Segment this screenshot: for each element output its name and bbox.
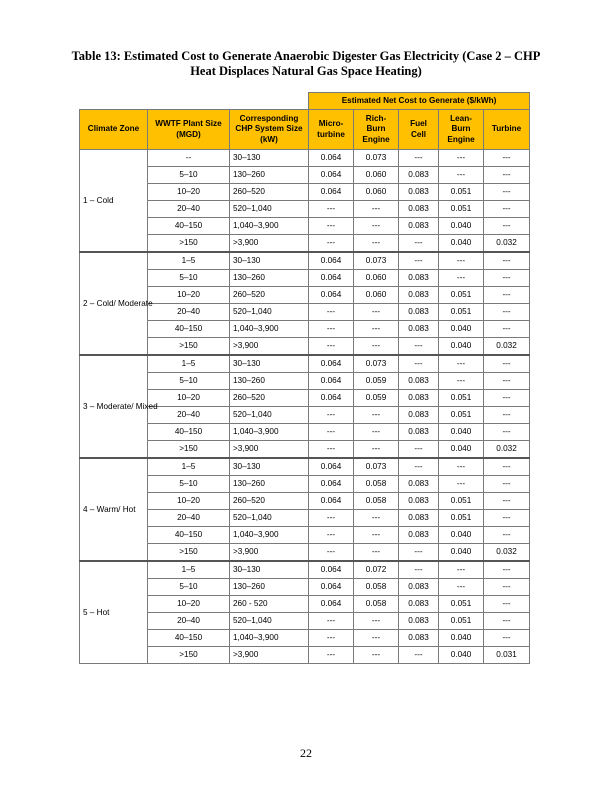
rich-burn-cell: --- xyxy=(354,235,399,253)
plant-size-cell: 40–150 xyxy=(148,424,230,441)
chp-size-cell: 30–130 xyxy=(230,355,309,373)
turbine-cell: 0.032 xyxy=(484,235,530,253)
microturbine-cell: 0.064 xyxy=(309,287,354,304)
turbine-cell: --- xyxy=(484,424,530,441)
rich-burn-cell: 0.059 xyxy=(354,373,399,390)
microturbine-cell: 0.064 xyxy=(309,579,354,596)
zone-group xyxy=(80,150,530,253)
chp-size-cell: 130–260 xyxy=(230,476,309,493)
lean-burn-cell: 0.051 xyxy=(439,184,484,201)
fuel-cell-cell: 0.083 xyxy=(399,270,439,287)
fuel-cell-cell: --- xyxy=(399,355,439,373)
lean-burn-cell: 0.040 xyxy=(439,630,484,647)
microturbine-cell: 0.064 xyxy=(309,493,354,510)
table-caption xyxy=(60,49,552,79)
chp-size-cell: >3,900 xyxy=(230,441,309,459)
zone-group xyxy=(80,355,530,458)
microturbine-cell: --- xyxy=(309,218,354,235)
rich-burn-cell: --- xyxy=(354,647,399,664)
plant-size-cell: 20–40 xyxy=(148,407,230,424)
climate-zone-cell: 3 – Moderate/ Mixed xyxy=(80,355,148,458)
turbine-cell: 0.032 xyxy=(484,441,530,459)
rich-burn-cell: --- xyxy=(354,544,399,562)
rich-burn-cell: --- xyxy=(354,613,399,630)
rich-burn-cell: 0.058 xyxy=(354,596,399,613)
chp-size-cell: >3,900 xyxy=(230,544,309,562)
header-climate-zone: Climate Zone xyxy=(80,110,148,150)
turbine-cell: --- xyxy=(484,201,530,218)
plant-size-cell: 5–10 xyxy=(148,476,230,493)
rich-burn-cell: 0.073 xyxy=(354,150,399,167)
lean-burn-cell: 0.051 xyxy=(439,407,484,424)
rich-burn-cell: --- xyxy=(354,424,399,441)
lean-burn-cell: 0.040 xyxy=(439,544,484,562)
microturbine-cell: 0.064 xyxy=(309,390,354,407)
fuel-cell-cell: 0.083 xyxy=(399,184,439,201)
turbine-cell: --- xyxy=(484,596,530,613)
table-row xyxy=(80,493,530,510)
table-row xyxy=(80,458,530,476)
table-row xyxy=(80,252,530,270)
fuel-cell-cell: --- xyxy=(399,235,439,253)
table-row xyxy=(80,441,530,459)
turbine-cell: --- xyxy=(484,527,530,544)
lean-burn-cell: --- xyxy=(439,167,484,184)
chp-size-cell: 1,040–3,900 xyxy=(230,630,309,647)
table-row xyxy=(80,167,530,184)
chp-size-cell: 1,040–3,900 xyxy=(230,321,309,338)
chp-size-cell: 520–1,040 xyxy=(230,304,309,321)
rich-burn-cell: --- xyxy=(354,630,399,647)
microturbine-cell: 0.064 xyxy=(309,355,354,373)
table-row xyxy=(80,270,530,287)
rich-burn-cell: 0.060 xyxy=(354,270,399,287)
chp-size-cell: 260 - 520 xyxy=(230,596,309,613)
microturbine-cell: 0.064 xyxy=(309,252,354,270)
zone-group xyxy=(80,561,530,664)
fuel-cell-cell: 0.083 xyxy=(399,476,439,493)
table-row xyxy=(80,235,530,253)
lean-burn-cell: 0.040 xyxy=(439,218,484,235)
microturbine-cell: --- xyxy=(309,527,354,544)
plant-size-cell: 40–150 xyxy=(148,321,230,338)
microturbine-cell: 0.064 xyxy=(309,184,354,201)
plant-size-cell: 10–20 xyxy=(148,390,230,407)
table-caption-line-1: Table 13: Estimated Cost to Generate Anaerobic Digester Gas Electricity (Case 2 – CHP xyxy=(71,49,541,63)
lean-burn-cell: 0.040 xyxy=(439,338,484,356)
chp-size-cell: 1,040–3,900 xyxy=(230,424,309,441)
fuel-cell-cell: 0.083 xyxy=(399,613,439,630)
rich-burn-cell: 0.060 xyxy=(354,184,399,201)
plant-size-cell: 1–5 xyxy=(148,252,230,270)
table-row xyxy=(80,201,530,218)
turbine-cell: --- xyxy=(484,510,530,527)
table-row xyxy=(80,630,530,647)
chp-size-cell: 260–520 xyxy=(230,493,309,510)
chp-size-cell: 1,040–3,900 xyxy=(230,218,309,235)
turbine-cell: --- xyxy=(484,184,530,201)
lean-burn-cell: 0.051 xyxy=(439,201,484,218)
chp-size-cell: 520–1,040 xyxy=(230,201,309,218)
plant-size-cell: 20–40 xyxy=(148,510,230,527)
plant-size-cell: 1–5 xyxy=(148,561,230,579)
fuel-cell-cell: 0.083 xyxy=(399,510,439,527)
chp-size-cell: 520–1,040 xyxy=(230,613,309,630)
page-number: 22 xyxy=(300,746,312,760)
lean-burn-cell: 0.051 xyxy=(439,510,484,527)
fuel-cell-cell: --- xyxy=(399,338,439,356)
fuel-cell-cell: --- xyxy=(399,252,439,270)
turbine-cell: --- xyxy=(484,458,530,476)
zone-group xyxy=(80,458,530,561)
lean-burn-cell: 0.051 xyxy=(439,493,484,510)
microturbine-cell: 0.064 xyxy=(309,167,354,184)
header-plant-size: WWTF Plant Size (MGD) xyxy=(148,110,230,150)
plant-size-cell: 40–150 xyxy=(148,527,230,544)
turbine-cell: --- xyxy=(484,287,530,304)
fuel-cell-cell: --- xyxy=(399,544,439,562)
table-row xyxy=(80,527,530,544)
lean-burn-cell: 0.040 xyxy=(439,647,484,664)
plant-size-cell: 20–40 xyxy=(148,304,230,321)
plant-size-cell: 40–150 xyxy=(148,218,230,235)
microturbine-cell: --- xyxy=(309,304,354,321)
turbine-cell: 0.032 xyxy=(484,338,530,356)
table-row xyxy=(80,510,530,527)
lean-burn-cell: --- xyxy=(439,270,484,287)
fuel-cell-cell: 0.083 xyxy=(399,630,439,647)
fuel-cell-cell: 0.083 xyxy=(399,287,439,304)
fuel-cell-cell: 0.083 xyxy=(399,407,439,424)
turbine-cell: --- xyxy=(484,493,530,510)
microturbine-cell: 0.064 xyxy=(309,150,354,167)
lean-burn-cell: --- xyxy=(439,561,484,579)
microturbine-cell: --- xyxy=(309,613,354,630)
plant-size-cell: 10–20 xyxy=(148,184,230,201)
plant-size-cell: -- xyxy=(148,150,230,167)
plant-size-cell: 10–20 xyxy=(148,287,230,304)
fuel-cell-cell: --- xyxy=(399,150,439,167)
turbine-cell: --- xyxy=(484,630,530,647)
microturbine-cell: --- xyxy=(309,510,354,527)
lean-burn-cell: --- xyxy=(439,579,484,596)
cost-table xyxy=(79,92,530,664)
chp-size-cell: 260–520 xyxy=(230,390,309,407)
rich-burn-cell: --- xyxy=(354,527,399,544)
rich-burn-cell: --- xyxy=(354,201,399,218)
microturbine-cell: 0.064 xyxy=(309,476,354,493)
chp-size-cell: >3,900 xyxy=(230,338,309,356)
climate-zone-cell: 4 – Warm/ Hot xyxy=(80,458,148,561)
header-chp-size: Corresponding CHP System Size (kW) xyxy=(230,110,309,150)
climate-zone-cell: 5 – Hot xyxy=(80,561,148,664)
microturbine-cell: 0.064 xyxy=(309,561,354,579)
climate-zone-cell: 1 – Cold xyxy=(80,150,148,253)
chp-size-cell: 130–260 xyxy=(230,270,309,287)
lean-burn-cell: 0.051 xyxy=(439,287,484,304)
fuel-cell-cell: --- xyxy=(399,441,439,459)
turbine-cell: --- xyxy=(484,390,530,407)
plant-size-cell: 5–10 xyxy=(148,579,230,596)
chp-size-cell: 520–1,040 xyxy=(230,510,309,527)
table-row xyxy=(80,218,530,235)
turbine-cell: --- xyxy=(484,218,530,235)
table-row xyxy=(80,373,530,390)
plant-size-cell: 10–20 xyxy=(148,493,230,510)
header-blank-cell xyxy=(80,93,309,110)
rich-burn-cell: 0.058 xyxy=(354,493,399,510)
microturbine-cell: --- xyxy=(309,407,354,424)
turbine-cell: --- xyxy=(484,373,530,390)
microturbine-cell: 0.064 xyxy=(309,458,354,476)
table-row xyxy=(80,596,530,613)
rich-burn-cell: 0.060 xyxy=(354,287,399,304)
lean-burn-cell: 0.051 xyxy=(439,613,484,630)
fuel-cell-cell: --- xyxy=(399,458,439,476)
microturbine-cell: --- xyxy=(309,321,354,338)
turbine-cell: --- xyxy=(484,270,530,287)
chp-size-cell: 260–520 xyxy=(230,184,309,201)
microturbine-cell: --- xyxy=(309,647,354,664)
microturbine-cell: 0.064 xyxy=(309,270,354,287)
rich-burn-cell: 0.073 xyxy=(354,355,399,373)
table-caption-line-2: Heat Displaces Natural Gas Space Heating) xyxy=(190,64,422,78)
microturbine-cell: --- xyxy=(309,544,354,562)
microturbine-cell: --- xyxy=(309,201,354,218)
turbine-cell: --- xyxy=(484,150,530,167)
fuel-cell-cell: 0.083 xyxy=(399,218,439,235)
header-lean-burn: Lean-Burn Engine xyxy=(439,110,484,150)
plant-size-cell: 5–10 xyxy=(148,167,230,184)
chp-size-cell: 30–130 xyxy=(230,150,309,167)
rich-burn-cell: 0.072 xyxy=(354,561,399,579)
fuel-cell-cell: 0.083 xyxy=(399,596,439,613)
table-row xyxy=(80,150,530,167)
table-row xyxy=(80,321,530,338)
lean-burn-cell: 0.040 xyxy=(439,235,484,253)
turbine-cell: 0.032 xyxy=(484,544,530,562)
plant-size-cell: 1–5 xyxy=(148,458,230,476)
microturbine-cell: --- xyxy=(309,424,354,441)
turbine-cell: --- xyxy=(484,561,530,579)
microturbine-cell: --- xyxy=(309,441,354,459)
lean-burn-cell: 0.051 xyxy=(439,390,484,407)
microturbine-cell: --- xyxy=(309,630,354,647)
microturbine-cell: --- xyxy=(309,235,354,253)
turbine-cell: --- xyxy=(484,252,530,270)
chp-size-cell: 130–260 xyxy=(230,579,309,596)
header-fuel-cell: Fuel Cell xyxy=(399,110,439,150)
turbine-cell: --- xyxy=(484,476,530,493)
lean-burn-cell: --- xyxy=(439,373,484,390)
chp-size-cell: >3,900 xyxy=(230,647,309,664)
zone-group xyxy=(80,252,530,355)
plant-size-cell: >150 xyxy=(148,441,230,459)
plant-size-cell: 1–5 xyxy=(148,355,230,373)
rich-burn-cell: 0.073 xyxy=(354,252,399,270)
rich-burn-cell: --- xyxy=(354,218,399,235)
fuel-cell-cell: 0.083 xyxy=(399,493,439,510)
plant-size-cell: >150 xyxy=(148,235,230,253)
fuel-cell-cell: 0.083 xyxy=(399,390,439,407)
lean-burn-cell: 0.040 xyxy=(439,527,484,544)
table-row xyxy=(80,579,530,596)
turbine-cell: 0.031 xyxy=(484,647,530,664)
rich-burn-cell: --- xyxy=(354,510,399,527)
climate-zone-cell: 2 – Cold/ Moderate xyxy=(80,252,148,355)
rich-burn-cell: 0.060 xyxy=(354,167,399,184)
turbine-cell: --- xyxy=(484,304,530,321)
table-row xyxy=(80,561,530,579)
fuel-cell-cell: --- xyxy=(399,647,439,664)
chp-size-cell: >3,900 xyxy=(230,235,309,253)
fuel-cell-cell: --- xyxy=(399,561,439,579)
plant-size-cell: 40–150 xyxy=(148,630,230,647)
lean-burn-cell: 0.051 xyxy=(439,596,484,613)
lean-burn-cell: 0.040 xyxy=(439,321,484,338)
table-row xyxy=(80,355,530,373)
microturbine-cell: 0.064 xyxy=(309,596,354,613)
turbine-cell: --- xyxy=(484,321,530,338)
microturbine-cell: 0.064 xyxy=(309,373,354,390)
rich-burn-cell: 0.058 xyxy=(354,579,399,596)
chp-size-cell: 520–1,040 xyxy=(230,407,309,424)
fuel-cell-cell: 0.083 xyxy=(399,424,439,441)
lean-burn-cell: 0.040 xyxy=(439,441,484,459)
table-row xyxy=(80,424,530,441)
plant-size-cell: 5–10 xyxy=(148,373,230,390)
lean-burn-cell: 0.040 xyxy=(439,424,484,441)
turbine-cell: --- xyxy=(484,613,530,630)
table-row xyxy=(80,476,530,493)
fuel-cell-cell: 0.083 xyxy=(399,304,439,321)
turbine-cell: --- xyxy=(484,167,530,184)
plant-size-cell: >150 xyxy=(148,544,230,562)
fuel-cell-cell: 0.083 xyxy=(399,167,439,184)
rich-burn-cell: 0.073 xyxy=(354,458,399,476)
chp-size-cell: 1,040–3,900 xyxy=(230,527,309,544)
chp-size-cell: 30–130 xyxy=(230,561,309,579)
fuel-cell-cell: 0.083 xyxy=(399,373,439,390)
rich-burn-cell: --- xyxy=(354,321,399,338)
chp-size-cell: 30–130 xyxy=(230,458,309,476)
table-row xyxy=(80,544,530,562)
fuel-cell-cell: 0.083 xyxy=(399,579,439,596)
rich-burn-cell: --- xyxy=(354,304,399,321)
chp-size-cell: 260–520 xyxy=(230,287,309,304)
microturbine-cell: --- xyxy=(309,338,354,356)
lean-burn-cell: --- xyxy=(439,476,484,493)
lean-burn-cell: 0.051 xyxy=(439,304,484,321)
rich-burn-cell: --- xyxy=(354,338,399,356)
fuel-cell-cell: 0.083 xyxy=(399,201,439,218)
plant-size-cell: 20–40 xyxy=(148,613,230,630)
rich-burn-cell: --- xyxy=(354,441,399,459)
header-microturbine: Micro-turbine xyxy=(309,110,354,150)
plant-size-cell: 20–40 xyxy=(148,201,230,218)
lean-burn-cell: --- xyxy=(439,252,484,270)
fuel-cell-cell: 0.083 xyxy=(399,527,439,544)
turbine-cell: --- xyxy=(484,355,530,373)
rich-burn-cell: 0.058 xyxy=(354,476,399,493)
turbine-cell: --- xyxy=(484,407,530,424)
plant-size-cell: >150 xyxy=(148,647,230,664)
chp-size-cell: 30–130 xyxy=(230,252,309,270)
chp-size-cell: 130–260 xyxy=(230,373,309,390)
table-row xyxy=(80,647,530,664)
header-rich-burn: Rich-Burn Engine xyxy=(354,110,399,150)
lean-burn-cell: --- xyxy=(439,150,484,167)
header-turbine: Turbine xyxy=(484,110,530,150)
turbine-cell: --- xyxy=(484,579,530,596)
table-row xyxy=(80,338,530,356)
group-header: Estimated Net Cost to Generate ($/kWh) xyxy=(309,93,530,110)
plant-size-cell: 5–10 xyxy=(148,270,230,287)
plant-size-cell: 10–20 xyxy=(148,596,230,613)
lean-burn-cell: --- xyxy=(439,355,484,373)
lean-burn-cell: --- xyxy=(439,458,484,476)
fuel-cell-cell: 0.083 xyxy=(399,321,439,338)
table-row xyxy=(80,613,530,630)
chp-size-cell: 130–260 xyxy=(230,167,309,184)
rich-burn-cell: 0.059 xyxy=(354,390,399,407)
plant-size-cell: >150 xyxy=(148,338,230,356)
table-row xyxy=(80,184,530,201)
rich-burn-cell: --- xyxy=(354,407,399,424)
